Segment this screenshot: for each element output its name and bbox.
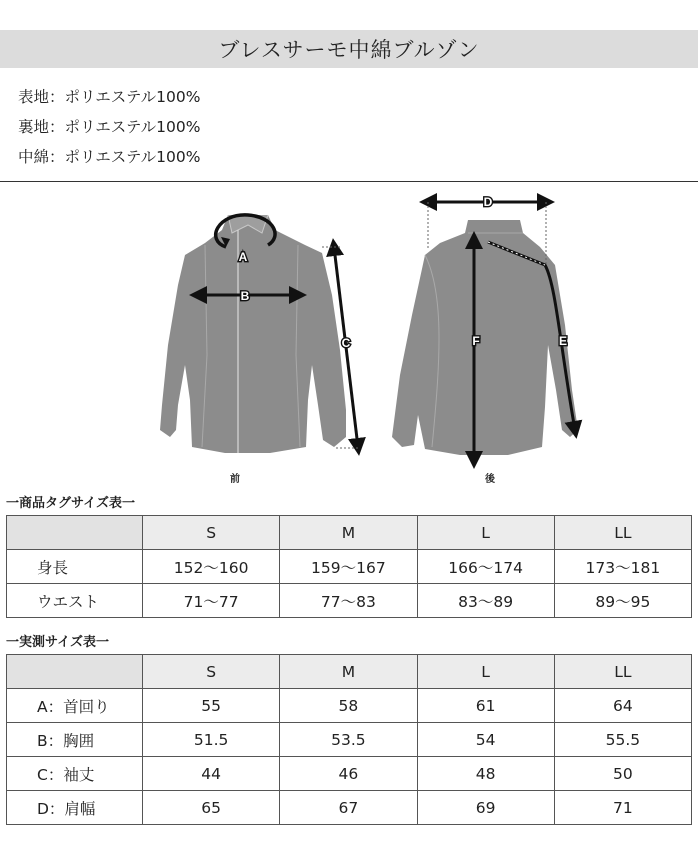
- product-title: ブレスサーモ中綿ブルゾン: [0, 30, 698, 68]
- table-cell: 71: [554, 791, 691, 825]
- tag-size-table: [6, 515, 692, 618]
- marker-b: B: [240, 289, 250, 303]
- back-caption: 後: [485, 474, 495, 485]
- row-label: ウエスト: [7, 584, 143, 618]
- table-cell: 67: [280, 791, 417, 825]
- measured-size-section-title: 一実測サイズ表一: [6, 635, 109, 650]
- table-cell: 159〜167: [280, 550, 417, 584]
- column-header: LL: [554, 655, 691, 689]
- measurement-diagram: [0, 185, 698, 490]
- table-header-row: [7, 655, 692, 689]
- front-jacket-image: [160, 215, 346, 453]
- table-cell: 89〜95: [554, 584, 691, 618]
- table-header-blank: [7, 516, 143, 550]
- marker-f: F: [472, 334, 480, 348]
- marker-a: A: [238, 250, 248, 264]
- table-row: [7, 584, 692, 618]
- table-cell: 69: [417, 791, 554, 825]
- material-padding: 中綿：ポリエステル100%: [18, 148, 201, 166]
- row-label: B：胸囲: [7, 723, 143, 757]
- row-label: A：首回り: [7, 689, 143, 723]
- table-header-row: [7, 516, 692, 550]
- table-row: [7, 791, 692, 825]
- table-cell: 173〜181: [554, 550, 691, 584]
- table-cell: 54: [417, 723, 554, 757]
- marker-e: E: [558, 334, 568, 348]
- column-header: M: [280, 516, 417, 550]
- marker-c: C: [341, 336, 351, 350]
- table-cell: 65: [143, 791, 280, 825]
- table-cell: 83〜89: [417, 584, 554, 618]
- row-label: 身長: [7, 550, 143, 584]
- table-cell: 77〜83: [280, 584, 417, 618]
- column-header: S: [143, 655, 280, 689]
- materials-list: [18, 82, 200, 172]
- column-header: LL: [554, 516, 691, 550]
- table-cell: 58: [280, 689, 417, 723]
- column-header: L: [417, 655, 554, 689]
- table-cell: 55.5: [554, 723, 691, 757]
- divider: [0, 181, 698, 182]
- table-header-blank: [7, 655, 143, 689]
- table-cell: 48: [417, 757, 554, 791]
- material-lining: 裏地：ポリエステル100%: [18, 118, 201, 136]
- material-outer: 表地：ポリエステル100%: [18, 88, 201, 106]
- measured-size-table: [6, 654, 692, 825]
- table-cell: 53.5: [280, 723, 417, 757]
- table-cell: 64: [554, 689, 691, 723]
- table-cell: 71〜77: [143, 584, 280, 618]
- table-cell: 152〜160: [143, 550, 280, 584]
- column-header: L: [417, 516, 554, 550]
- table-cell: 51.5: [143, 723, 280, 757]
- table-row: [7, 689, 692, 723]
- column-header: M: [280, 655, 417, 689]
- table-cell: 44: [143, 757, 280, 791]
- table-cell: 50: [554, 757, 691, 791]
- front-caption: 前: [230, 474, 240, 485]
- row-label: C：袖丈: [7, 757, 143, 791]
- table-row: [7, 550, 692, 584]
- column-header: S: [143, 516, 280, 550]
- row-label: D：肩幅: [7, 791, 143, 825]
- table-cell: 61: [417, 689, 554, 723]
- marker-d: D: [483, 195, 493, 209]
- back-jacket-image: [392, 220, 578, 455]
- table-row: [7, 723, 692, 757]
- table-row: [7, 757, 692, 791]
- table-cell: 46: [280, 757, 417, 791]
- table-cell: 55: [143, 689, 280, 723]
- table-cell: 166〜174: [417, 550, 554, 584]
- tag-size-section-title: 一商品タグサイズ表一: [6, 496, 135, 511]
